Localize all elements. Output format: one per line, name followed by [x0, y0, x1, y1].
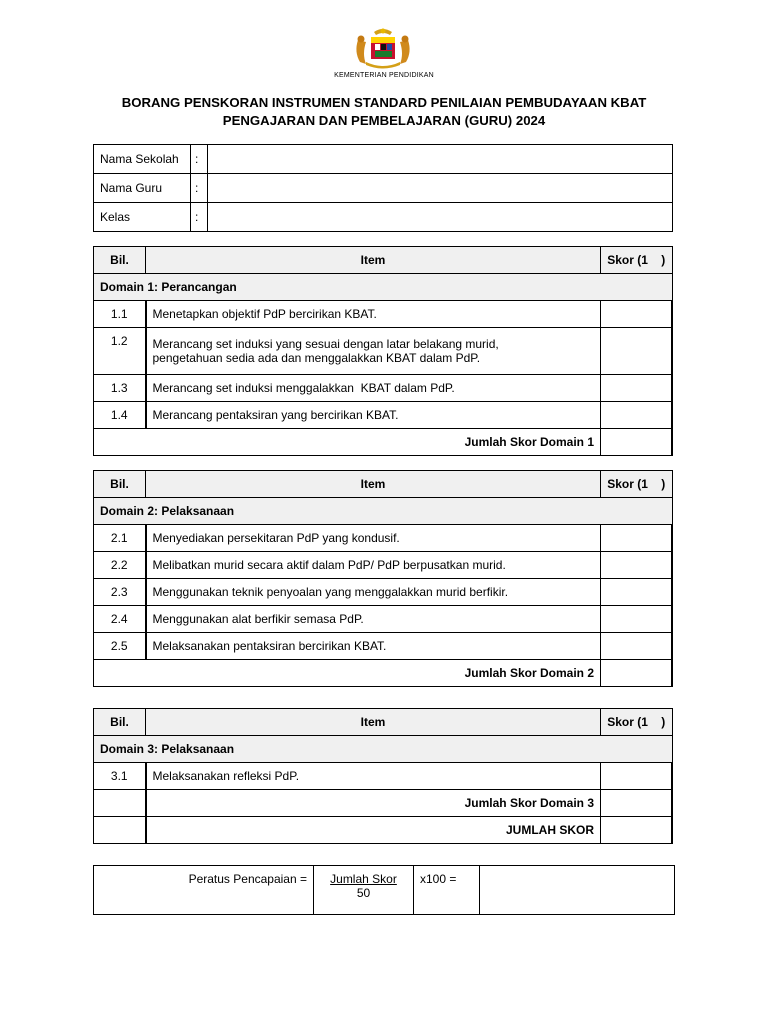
domain-2-total-input[interactable] — [601, 660, 673, 687]
header-bil: Bil. — [94, 247, 146, 274]
item-number: 1.3 — [94, 375, 146, 402]
domain-total-row — [94, 790, 673, 817]
info-row-teacher — [94, 174, 673, 203]
info-row-school — [94, 145, 673, 174]
class-field[interactable] — [208, 203, 673, 232]
empty-cell — [94, 817, 146, 844]
item-text: Merancang set induksi menggalakkan KBAT dalam PdP. — [146, 375, 601, 402]
header-item: Item — [146, 471, 601, 498]
percentage-label: Peratus Pencapaian = — [94, 866, 314, 915]
empty-cell — [94, 790, 146, 817]
table-row — [94, 763, 673, 790]
ministry-name: KEMENTERIAN PENDIDIKAN — [334, 72, 434, 79]
header-bil: Bil. — [94, 471, 146, 498]
info-label-class: Kelas — [94, 203, 191, 232]
header-skor: Skor (1 ) — [601, 471, 673, 498]
grand-total-label: JUMLAH SKOR — [146, 817, 601, 844]
form-title-line-1: BORANG PENSKORAN INSTRUMEN STANDARD PENILAIAN PEMBUDAYAAN KBAT — [121, 95, 647, 110]
score-input[interactable] — [601, 763, 673, 790]
domain-1-total-label: Jumlah Skor Domain 1 — [94, 429, 601, 456]
domain-total-row — [94, 660, 673, 687]
table-row — [94, 402, 673, 429]
score-input[interactable] — [601, 633, 673, 660]
item-number: 1.2 — [94, 328, 146, 375]
info-row-class — [94, 203, 673, 232]
form-title — [60, 94, 708, 130]
item-number: 1.1 — [94, 301, 146, 328]
fraction-denominator: 50 — [356, 886, 371, 900]
header-item: Item — [146, 247, 601, 274]
score-input[interactable] — [601, 525, 673, 552]
header-skor: Skor (1 ) — [601, 709, 673, 736]
item-number: 1.4 — [94, 402, 146, 429]
school-name-field[interactable] — [208, 145, 673, 174]
percentage-fraction — [314, 866, 414, 915]
fraction-numerator: Jumlah Skor — [330, 872, 397, 886]
grand-total-row — [94, 817, 673, 844]
item-text: Melaksanakan pentaksiran bercirikan KBAT. — [146, 633, 601, 660]
table-header-row — [94, 709, 673, 736]
school-info-table — [93, 144, 673, 232]
domain-3-total-input[interactable] — [601, 790, 673, 817]
domain-3-title: Domain 3: Pelaksanaan — [94, 736, 673, 763]
item-text: Menggunakan alat berfikir semasa PdP. — [146, 606, 601, 633]
table-row — [94, 375, 673, 402]
info-label-school: Nama Sekolah — [94, 145, 191, 174]
table-row — [94, 633, 673, 660]
table-header-row — [94, 471, 673, 498]
domain-3-total-label: Jumlah Skor Domain 3 — [146, 790, 601, 817]
score-input[interactable] — [601, 402, 673, 429]
item-number: 3.1 — [94, 763, 146, 790]
grand-total-input[interactable] — [601, 817, 673, 844]
score-input[interactable] — [601, 552, 673, 579]
item-text: Menetapkan objektif PdP bercirikan KBAT. — [146, 301, 601, 328]
domain-title-row — [94, 736, 673, 763]
domain-1-table — [93, 246, 673, 456]
score-input[interactable] — [601, 301, 673, 328]
domain-2-table — [93, 470, 673, 687]
score-input[interactable] — [601, 375, 673, 402]
score-input[interactable] — [601, 606, 673, 633]
table-row — [94, 552, 673, 579]
item-text: Menggunakan teknik penyoalan yang menggalakkan murid berfikir. — [146, 579, 601, 606]
item-text: Merancang set induksi yang sesuai dengan latar belakang murid, pengetahuan sedia ada dan menggalakkan KBAT dalam PdP. — [146, 328, 601, 375]
domain-title-row — [94, 498, 673, 525]
info-separator: : — [191, 174, 208, 203]
item-number: 2.2 — [94, 552, 146, 579]
score-input[interactable] — [601, 579, 673, 606]
teacher-name-field[interactable] — [208, 174, 673, 203]
header-item: Item — [146, 709, 601, 736]
header-bil: Bil. — [94, 709, 146, 736]
item-text: Merancang pentaksiran yang bercirikan KBAT. — [146, 402, 601, 429]
table-row — [94, 579, 673, 606]
table-row — [94, 301, 673, 328]
item-number: 2.5 — [94, 633, 146, 660]
item-number: 2.1 — [94, 525, 146, 552]
info-separator: : — [191, 203, 208, 232]
coat-of-arms-logo — [352, 26, 414, 70]
table-row — [94, 606, 673, 633]
percentage-result-input[interactable] — [480, 866, 675, 915]
info-label-teacher: Nama Guru — [94, 174, 191, 203]
table-row — [94, 525, 673, 552]
item-text: Menyediakan persekitaran PdP yang kondusif. — [146, 525, 601, 552]
score-input[interactable] — [601, 328, 673, 375]
header-skor: Skor (1 ) — [601, 247, 673, 274]
domain-3-table — [93, 708, 673, 844]
table-row — [94, 328, 673, 375]
item-text: Melaksanakan refleksi PdP. — [146, 763, 601, 790]
domain-1-total-input[interactable] — [601, 429, 673, 456]
item-number: 2.3 — [94, 579, 146, 606]
domain-1-title: Domain 1: Perancangan — [94, 274, 673, 301]
domain-2-total-label: Jumlah Skor Domain 2 — [94, 660, 601, 687]
percentage-row — [94, 866, 675, 915]
domain-total-row — [94, 429, 673, 456]
percentage-multiplier: x100 = — [414, 866, 480, 915]
item-text: Melibatkan murid secara aktif dalam PdP/ PdP berpusatkan murid. — [146, 552, 601, 579]
percentage-table — [93, 865, 675, 915]
form-title-line-2: PENGAJARAN DAN PEMBELAJARAN (GURU) 2024 — [222, 113, 546, 128]
table-header-row — [94, 247, 673, 274]
domain-2-title: Domain 2: Pelaksanaan — [94, 498, 673, 525]
info-separator: : — [191, 145, 208, 174]
domain-title-row — [94, 274, 673, 301]
item-number: 2.4 — [94, 606, 146, 633]
